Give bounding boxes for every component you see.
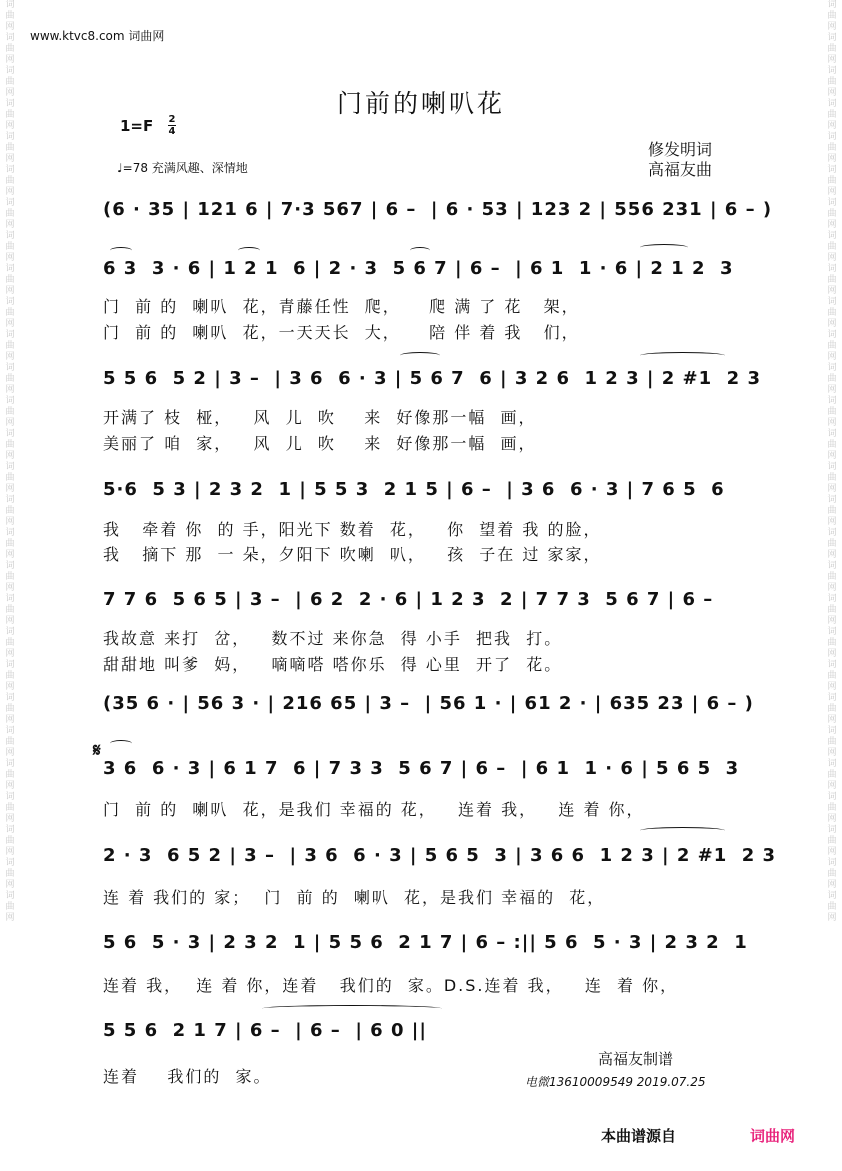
lyric-line-7: 连 着 我们的 家； 门 前 的 喇叭 花，是我们 幸福的 花， <box>103 888 606 907</box>
tie-mark <box>262 1005 442 1012</box>
interlude-notes: (35 6 · | 56 3 · | 216 65 | 3 – | 56 1 · | 61 2 · | 635 23 | 6 – ) <box>103 693 754 714</box>
score-line-1: 6 3 3 · 6 | 1 2 1 6 | 2 · 3 5 6 7 | 6 – | 6 1 1 · 6 | 2 1 2 3 <box>103 258 734 279</box>
lyric-line-4-verse-1: 我故意 来打 岔， 数不过 来你急 得 小手 把我 打。 <box>103 629 563 648</box>
lyric-line-2-verse-1: 开满了 枝 桠， 风 儿 吹 来 好像那一幅 画， <box>103 408 537 427</box>
segno-sign: 𝄋 <box>93 740 101 761</box>
slur-mark <box>110 247 132 254</box>
score-line-9: 5 5 6 2 1 7 | 6 – | 6 – | 6 0 || <box>103 1020 427 1041</box>
watermark-right: 词曲网词曲网词曲网词曲网词曲网词曲网词曲网词曲网词曲网词曲网词曲网词曲网词曲网词曲网词曲网词曲网词曲网词曲网词曲网词曲网词曲网词曲网词曲网词曲网词曲网词曲网词曲网词曲网 <box>827 0 837 923</box>
song-title: 门前的喇叭花 <box>336 89 505 118</box>
score-line-3: 5·6 5 3 | 2 3 2 1 | 5 5 3 2 1 5 | 6 – | 3 6 6 · 3 | 7 6 5 6 <box>103 479 725 500</box>
time-sig-top: 2 <box>168 114 176 125</box>
watermark-left: 词曲网词曲网词曲网词曲网词曲网词曲网词曲网词曲网词曲网词曲网词曲网词曲网词曲网词曲网词曲网词曲网词曲网词曲网词曲网词曲网词曲网词曲网词曲网词曲网词曲网词曲网词曲网词曲网 <box>5 0 15 923</box>
contact-date: 电微13610009549 2019.07.25 <box>525 1075 706 1089</box>
slur-mark <box>110 740 132 747</box>
tempo-marking: ♩=78 充满风趣、深情地 <box>117 161 248 175</box>
score-line-7: 2 · 3 6 5 2 | 3 – | 3 6 6 · 3 | 5 6 5 3 | 3 6 6 1 2 3 | 2 #1 2 3 <box>103 845 777 866</box>
time-sig-bottom: 4 <box>168 126 176 137</box>
composer-credit: 高福友曲 <box>648 160 713 179</box>
score-line-2: 5 5 6 5 2 | 3 – | 3 6 6 · 3 | 5 6 7 6 | 3 2 6 1 2 3 | 2 #1 2 3 <box>103 368 761 389</box>
lyric-line-3-verse-1: 我 牵着 你 的 手，阳光下 数着 花， 你 望着 我 的脸， <box>103 520 602 539</box>
site-logo[interactable]: 词曲网 <box>750 1127 796 1145</box>
lyric-line-8: 连着 我， 连 着 你，连着 我们的 家。D.S.连着 我， 连 着 你， <box>103 976 679 995</box>
slur-mark <box>238 247 260 254</box>
slur-mark <box>640 244 688 251</box>
site-url[interactable]: www.ktvc8.com 词曲网 <box>30 29 165 43</box>
slur-mark <box>640 352 725 359</box>
lyric-line-9: 连着 我们的 家。 <box>103 1067 272 1086</box>
lyric-line-3-verse-2: 我 摘下 那 一 朵，夕阳下 吹喇 叭， 孩 子在 过 家家， <box>103 545 602 564</box>
source-label: 本曲谱源自 <box>601 1127 677 1145</box>
time-signature <box>168 114 176 137</box>
slur-mark <box>400 352 440 359</box>
slur-mark <box>640 827 725 834</box>
lyricist-credit: 修发明词 <box>648 140 713 159</box>
score-line-6: 3 6 6 · 3 | 6 1 7 6 | 7 3 3 5 6 7 | 6 – | 6 1 1 · 6 | 5 6 5 3 <box>103 758 740 779</box>
key-signature: 1=F <box>120 117 154 135</box>
lyric-line-4-verse-2: 甜甜地 叫爹 妈， 嘀嘀嗒 嗒你乐 得 心里 开了 花。 <box>103 655 563 674</box>
lyric-line-1-verse-2: 门 前 的 喇叭 花，一天天长 大， 陪 伴 着 我 们， <box>103 323 580 342</box>
intro-notes: (6 · 35 | 121 6 | 7·3 567 | 6 – | 6 · 53 | 123 2 | 556 231 | 6 – ) <box>103 199 773 220</box>
score-line-8: 5 6 5 · 3 | 2 3 2 1 | 5 5 6 2 1 7 | 6 – :|| 5 6 5 · 3 | 2 3 2 1 <box>103 932 748 953</box>
lyric-line-6: 门 前 的 喇叭 花，是我们 幸福的 花， 连着 我， 连 着 你， <box>103 800 645 819</box>
lyric-line-2-verse-2: 美丽了 咱 家， 风 儿 吹 来 好像那一幅 画， <box>103 434 537 453</box>
lyric-line-1-verse-1: 门 前 的 喇叭 花，青藤任性 爬， 爬 满 了 花 架， <box>103 297 580 316</box>
transcriber-credit: 高福友制谱 <box>598 1050 674 1068</box>
score-line-4: 7 7 6 5 6 5 | 3 – | 6 2 2 · 6 | 1 2 3 2 | 7 7 3 5 6 7 | 6 – <box>103 589 714 610</box>
slur-mark <box>410 247 430 254</box>
